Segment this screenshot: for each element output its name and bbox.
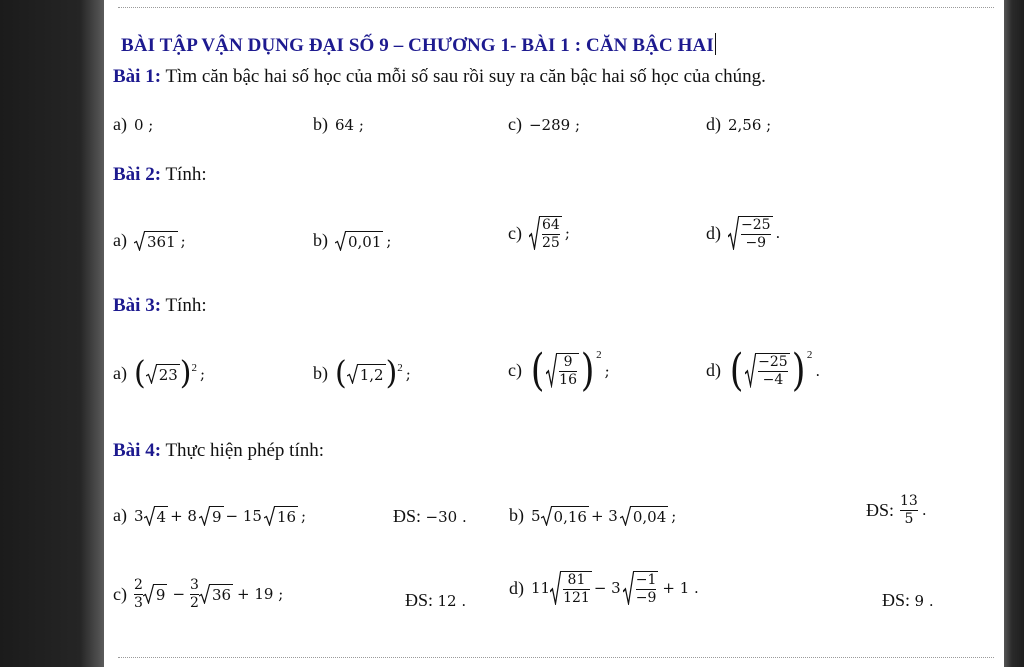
ex4-item-d-op1: − 3 [593, 579, 621, 598]
ex2-item-d-end: . [775, 224, 781, 243]
ex1-item-c [508, 114, 580, 135]
exercise-1-number: Bài 1: [113, 66, 162, 87]
ex4-item-c-label: c) [113, 583, 127, 604]
sqrt-symbol [199, 506, 224, 526]
ex2-item-a-end: ; [180, 231, 186, 250]
window-edge-right [1004, 0, 1024, 667]
ex3-item-b [313, 356, 411, 391]
ex4-item-c-radicand2: 36 [211, 586, 232, 605]
ex4-item-d-label: d) [509, 577, 524, 598]
exercise-2-prompt: Tính: [165, 164, 207, 185]
ex4-item-a-op1: + 8 [170, 506, 197, 525]
sqrt-symbol [347, 364, 386, 384]
ex4-item-d-frac1-denominator: 121 [563, 589, 590, 606]
ex1-item-c-expr: −289 ; [528, 115, 581, 134]
ex4-item-c [113, 578, 283, 610]
ex4-item-a-radicand2: 9 [211, 507, 222, 526]
ex4-item-c-frac2-numerator: 3 [190, 577, 199, 593]
page-top-border [118, 7, 994, 8]
ex3-item-c [508, 345, 610, 396]
sqrt-symbol [541, 506, 589, 526]
exercise-4-heading [113, 440, 324, 462]
sqrt-symbol [143, 584, 168, 604]
exercise-4-number: Bài 4: [113, 440, 162, 461]
ex4-item-b-radicand2: 0,04 [632, 507, 667, 526]
ex2-item-d-label: d) [706, 222, 721, 243]
fraction [190, 578, 199, 610]
exponent: 2 [596, 348, 602, 361]
exercise-4-prompt: Thực hiện phép tính: [165, 440, 325, 461]
left-paren: ( [530, 345, 545, 396]
fraction [563, 573, 590, 605]
ex3-item-a [113, 356, 205, 391]
document-title[interactable] [121, 33, 716, 57]
ex3-item-a-radicand: 23 [158, 365, 178, 384]
ex2-item-a [113, 230, 186, 251]
ex3-item-d-numerator: −25 [758, 354, 788, 371]
ex3-item-d [706, 345, 820, 396]
sqrt-symbol [550, 571, 592, 605]
ex4-item-b-label: b) [509, 505, 524, 525]
ex1-item-a-label: a) [113, 114, 127, 134]
ex2-item-c-end: ; [564, 224, 570, 243]
sqrt-symbol [146, 364, 180, 384]
right-paren: ) [385, 355, 398, 392]
sqrt-symbol [745, 353, 790, 387]
answer-fraction [900, 494, 918, 526]
left-paren: ( [729, 345, 744, 396]
right-paren: ) [179, 355, 192, 392]
sqrt-symbol [144, 506, 169, 526]
fraction [134, 578, 143, 610]
ex4-item-b [509, 505, 676, 526]
exercise-3-prompt: Tính: [165, 295, 207, 316]
ex4-item-c-frac1-numerator: 2 [133, 577, 143, 593]
ex4-item-a-op2: − 15 [225, 506, 262, 525]
ex1-item-a [113, 114, 153, 135]
document-page[interactable] [104, 0, 1004, 667]
ex4-item-d-coef1: 11 [531, 579, 551, 598]
text-cursor [715, 33, 716, 55]
document-title-text: BÀI TẬP VẬN DỤNG ĐẠI SỐ 9 – CHƯƠNG 1- BÀI 1 : CĂN BẬC HAI [121, 35, 714, 56]
ex1-item-b-expr: 64 ; [335, 115, 364, 134]
ex2-item-d-numerator: −25 [741, 217, 771, 233]
ex3-item-a-end: ; [200, 364, 206, 383]
exercise-3-heading [113, 295, 207, 317]
ex4-item-b-answer-end: . [921, 501, 927, 520]
fraction [741, 218, 771, 250]
ex3-item-c-denominator: 16 [559, 372, 577, 388]
exercise-1-heading [113, 66, 766, 88]
exercise-1-prompt: Tìm căn bậc hai số học của mỗi số sau rồi suy ra căn bậc hai số học của chúng. [165, 66, 766, 87]
ex2-item-c-denominator: 25 [541, 234, 560, 251]
ex1-item-b-label: b) [313, 114, 328, 134]
ex4-item-c-answer-value: 12 . [437, 592, 467, 610]
ex1-item-c-label: c) [508, 114, 522, 134]
sqrt-symbol [199, 584, 233, 604]
right-paren: ) [580, 345, 595, 396]
ex2-item-b [313, 230, 391, 251]
exercise-3-number: Bài 3: [113, 295, 162, 316]
ex1-item-a-expr: 0 ; [133, 115, 154, 134]
ex3-item-d-end: . [815, 361, 821, 380]
ex3-item-c-label: c) [508, 360, 522, 380]
left-paren: ( [335, 355, 347, 392]
ex1-item-d [706, 114, 771, 135]
fraction [559, 355, 577, 387]
ex3-item-b-label: b) [313, 363, 328, 383]
sqrt-symbol [264, 506, 298, 526]
ex4-item-d-answer [882, 590, 934, 611]
ex4-item-c-radicand1: 9 [155, 586, 166, 605]
ex4-item-b-answer-denominator: 5 [904, 510, 914, 527]
ex2-item-d-denominator: −9 [745, 234, 767, 251]
ex3-item-a-label: a) [113, 363, 127, 383]
ex3-item-c-end: ; [604, 361, 610, 380]
ex1-item-d-expr: 2,56 ; [728, 115, 772, 134]
ex4-item-a-label: a) [113, 505, 127, 525]
ex3-item-b-radicand: 1,2 [359, 365, 384, 384]
right-paren: ) [791, 345, 806, 396]
page-bottom-border [118, 657, 994, 658]
exponent: 2 [397, 361, 403, 374]
ex2-item-a-label: a) [113, 230, 127, 250]
ex2-item-d [706, 216, 780, 250]
ex2-item-c-label: c) [508, 222, 522, 243]
exercise-2-heading [113, 164, 207, 186]
ex4-item-c-answer [405, 590, 466, 611]
ex2-item-b-radicand: 0,01 [348, 232, 382, 251]
answer-label: ĐS: [882, 590, 911, 610]
ex4-item-a-end: ; [301, 506, 307, 525]
fraction [542, 218, 560, 250]
sqrt-symbol [134, 231, 178, 251]
ex2-item-b-end: ; [386, 231, 392, 250]
exercise-2-number: Bài 2: [113, 164, 162, 185]
ex1-item-d-label: d) [706, 114, 721, 134]
ex4-item-b-radicand1: 0,16 [553, 507, 587, 526]
ex4-item-c-tail: + 19 ; [237, 585, 284, 604]
ex4-item-d-answer-value: 9 . [914, 592, 934, 610]
sqrt-symbol [529, 216, 562, 250]
ex4-item-c-op1: − [172, 585, 186, 604]
ex4-item-a-coef1: 3 [133, 506, 144, 525]
answer-label: ĐS: [393, 506, 422, 526]
ex4-item-d-frac2-numerator: −1 [635, 572, 657, 588]
sqrt-symbol [335, 231, 383, 251]
ex2-item-c-numerator: 64 [541, 217, 560, 233]
ex4-item-a [113, 505, 306, 526]
left-paren: ( [133, 355, 146, 392]
ex4-item-b-answer-numerator: 13 [900, 493, 918, 509]
exponent: 2 [806, 348, 813, 361]
fraction [758, 355, 788, 387]
ex3-item-b-end: ; [405, 364, 411, 383]
ex2-item-a-radicand: 361 [146, 232, 176, 251]
ex4-item-d-frac1-numerator: 81 [567, 572, 586, 588]
ex4-item-b-end: ; [671, 506, 677, 525]
ex3-item-d-label: d) [706, 360, 721, 380]
ex2-item-b-label: b) [313, 230, 328, 250]
ex3-item-d-denominator: −4 [762, 372, 784, 388]
sqrt-symbol [728, 216, 773, 250]
ex4-item-a-radicand3: 16 [276, 507, 297, 526]
ex4-item-d-frac2-denominator: −9 [635, 589, 657, 606]
answer-label: ĐS: [866, 499, 895, 520]
answer-label: ĐS: [405, 590, 434, 610]
ex4-item-b-op1: + 3 [590, 506, 618, 525]
ex4-item-a-radicand1: 4 [156, 507, 167, 526]
ex2-item-c [508, 216, 570, 250]
sqrt-symbol [546, 353, 579, 387]
window-edge-left [0, 0, 104, 667]
fraction [636, 573, 657, 605]
ex4-item-a-answer [393, 506, 467, 527]
sqrt-symbol [623, 571, 659, 605]
exponent: 2 [191, 361, 198, 374]
ex4-item-a-answer-value: −30 . [425, 508, 467, 526]
ex1-item-b [313, 114, 364, 135]
ex3-item-c-numerator: 9 [563, 354, 573, 371]
ex4-item-c-frac2-denominator: 2 [190, 594, 199, 611]
ex4-item-b-answer [866, 494, 927, 526]
ex4-item-d-tail: + 1 . [662, 579, 699, 598]
ex4-item-c-frac1-denominator: 3 [133, 594, 143, 611]
ex4-item-b-coef1: 5 [531, 506, 541, 525]
ex4-item-d [509, 571, 699, 605]
sqrt-symbol [620, 506, 668, 526]
